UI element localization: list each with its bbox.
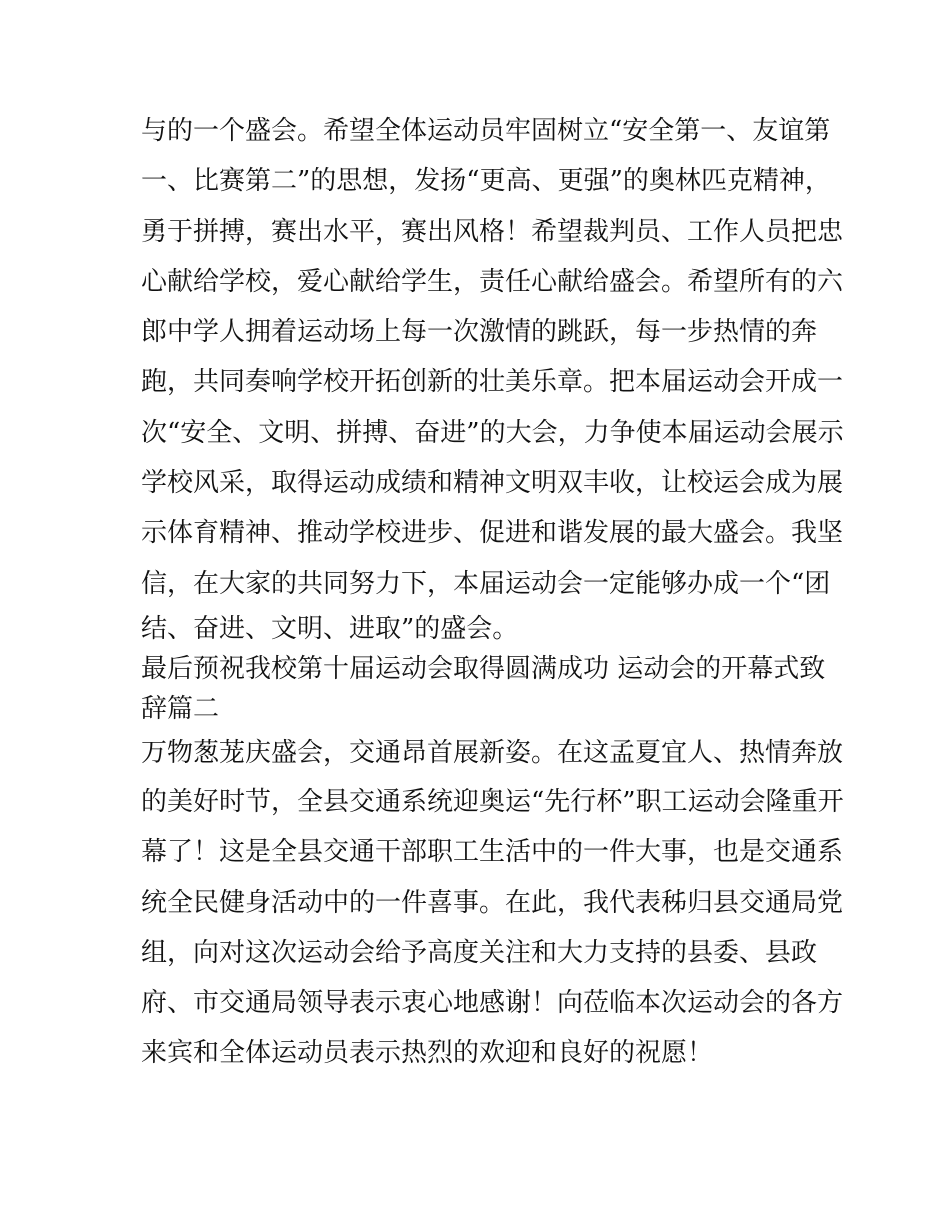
text-line: 信，在大家的共同努力下，本届运动会一定能够办成一个“团 [141, 568, 831, 599]
text-line: 跑，共同奏响学校开拓创新的壮美乐章。把本届运动会开成一 [141, 367, 844, 398]
text-line: 万物葱茏庆盛会，交通昂首展新姿。在这孟夏宜人、热情奔放 [141, 737, 844, 768]
text-line: 的美好时节，全县交通系统迎奥运“先行杯”职工运动会隆重开 [141, 786, 844, 817]
heading-line: 最后预祝我校第十届运动会取得圆满成功 运动会的开幕式致 [141, 653, 826, 684]
paragraph-2 [141, 729, 844, 1079]
paragraph-1 [141, 106, 844, 649]
text-line: 统全民健身活动中的一件喜事。在此，我代表秭归县交通局党 [141, 887, 844, 918]
text-line: 学校风采，取得运动成绩和精神文明双丰收，让校运会成为展 [141, 468, 844, 499]
text-line: 一、比赛第二”的思想，发扬“更高、更强”的奥林匹克精神， [141, 166, 831, 197]
document-body [141, 106, 844, 1079]
section-heading [141, 649, 826, 729]
text-line: 组，向对这次运动会给予高度关注和大力支持的县委、县政 [141, 937, 818, 968]
text-line: 次“安全、文明、拼搏、奋进”的大会，力争使本届运动会展示 [141, 417, 844, 448]
text-line: 结、奋进、文明、进取”的盛会。 [141, 613, 519, 644]
heading-line: 辞篇二 [141, 693, 220, 724]
text-line: 心献给学校，爱心献给学生，责任心献给盛会。希望所有的六 [141, 266, 844, 297]
text-line: 府、市交通局领导表示衷心地感谢！向莅临本次运动会的各方 [141, 988, 844, 1019]
text-line: 勇于拼搏，赛出水平，赛出风格！希望裁判员、工作人员把忠 [141, 216, 844, 247]
text-line: 与的一个盛会。希望全体运动员牢固树立“安全第一、友谊第 [141, 116, 831, 146]
text-line: 幕了！这是全县交通干部职工生活中的一件大事，也是交通系 [141, 837, 844, 868]
text-line: 来宾和全体运动员表示热烈的欢迎和良好的祝愿！ [141, 1038, 714, 1069]
text-line: 郎中学人拥着运动场上每一次激情的跳跃，每一步热情的奔 [141, 317, 818, 348]
text-line: 示体育精神、推动学校进步、促进和谐发展的最大盛会。我坚 [141, 518, 844, 549]
